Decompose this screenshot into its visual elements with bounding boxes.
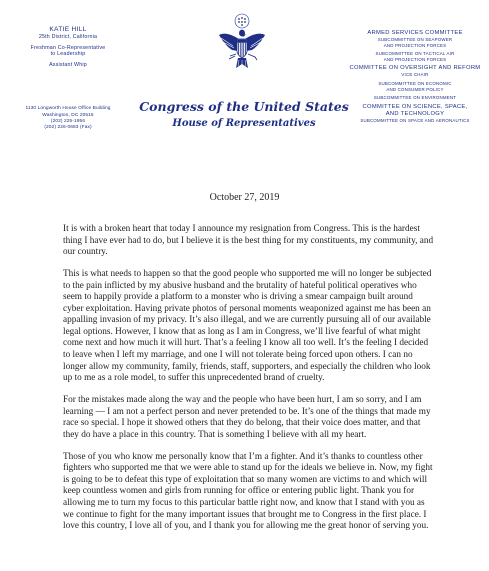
paragraph: It is with a broken heart that today I announce my resignation from Congress. This is the hardest thing I have ever had to do, but I believe it is the best thing for my constituents, my community, and our country. [63, 224, 434, 258]
member-role-line2: to Leadership [50, 51, 86, 58]
committee-name: COMMITTEE ON OVERSIGHT AND REFORM [349, 65, 481, 72]
committee-role: VICE CHAIR [401, 72, 429, 78]
letter-date: October 27, 2019 [209, 192, 280, 203]
member-role-line1: Freshman Co-Representative [30, 44, 106, 51]
member-name: KATIE HILL [49, 26, 87, 33]
subcommittee: AND PROJECTION FORCES [383, 56, 447, 62]
committee-name: COMMITTEE ON SCIENCE, SPACE, [362, 103, 468, 110]
subcommittee: SUBCOMMITTEE ON ENVIRONMENT [373, 95, 457, 101]
office-city: Washington, DC 20515 [42, 112, 94, 118]
letter-body [63, 224, 434, 543]
member-district: 25th District, California [38, 34, 98, 40]
subcommittee: AND PROJECTION FORCES [383, 42, 447, 48]
committee-list [344, 30, 486, 123]
congress-title: Congress of the United States [139, 99, 349, 114]
committee-name: ARMED SERVICES COMMITTEE [367, 30, 463, 36]
member-info [2, 26, 134, 131]
subcommittee: SUBCOMMITTEE ON SEAPOWER [377, 37, 453, 42]
subcommittee: SUBCOMMITTEE ON TACTICAL AIR [375, 51, 455, 57]
subcommittee: SUBCOMMITTEE ON ECONOMIC [378, 80, 452, 86]
paragraph: Those of you who know me personally know that I’m a fighter. And it’s thanks to countless other fighters who supported me that we were able to stand up for the ideals we believe in. Now, my fight is going to be to defeat this type of exploitation that so many women are victims to and which will keep countless women and girls from running for office or entering public light. Thank you for allowing me to turn my focus to this particular battle right now, and know that I stand with you as we continue to fight for the many important issues that brought me to Congress in the first place. I love this country, I love all of you, and I thank you for allowing me the great honor of serving you. [63, 451, 433, 532]
office-fax: (202) 226-0683 (Fax) [44, 124, 92, 130]
house-subtitle: House of Representatives [172, 118, 316, 129]
paragraph: This is what needs to happen so that the good people who supported me will no longer be subjected to the pain inflicted by my abusive husband and the brutality of hateful political operatives who seem to happily provide a platform to a monster who is driving a smear campaign built around cyber exploitation. Having private photos of personal moments weaponized against me has been an appalling invasion of my privacy. It’s also illegal, and we are currently pursuing all of our available legal options. However, I know that as long as I am in Congress, we’ll live fearful of what might come next and how much it will hurt. That’s a feeling I know all too well. It’s the feeling I decided to leave when I left my marriage, and one I will not tolerate being forced upon others. I can no longer allow my community, family, friends, staff, supporters, and especially the children who look up to me as a role model, to suffer this unprecedented brand of cruelty. [63, 269, 432, 384]
office-address: 1130 Longworth House Office Building [25, 106, 111, 112]
office-phone: (202) 225-1956 [50, 118, 86, 124]
subcommittee: AND CONSUMER POLICY [386, 86, 444, 92]
letterhead-title [138, 100, 350, 130]
committee-name-cont: AND TECHNOLOGY [385, 110, 445, 117]
paragraph: For the mistakes made along the way and the people who have been hurt, I am so sorry, and I am learning — I am not a perfect person and never pretended to be. It’s one of the things that made my race so special. I hope it showed others that they do belong, that their voice does matter, and that they do have a place in this country. That is something I believe with all my heart. [63, 395, 431, 440]
member-role-whip: Assistant Whip [49, 61, 87, 68]
subcommittee: SUBCOMMITTEE ON SPACE AND AERONAUTICS [360, 117, 470, 123]
great-seal-eagle-icon [217, 12, 267, 84]
